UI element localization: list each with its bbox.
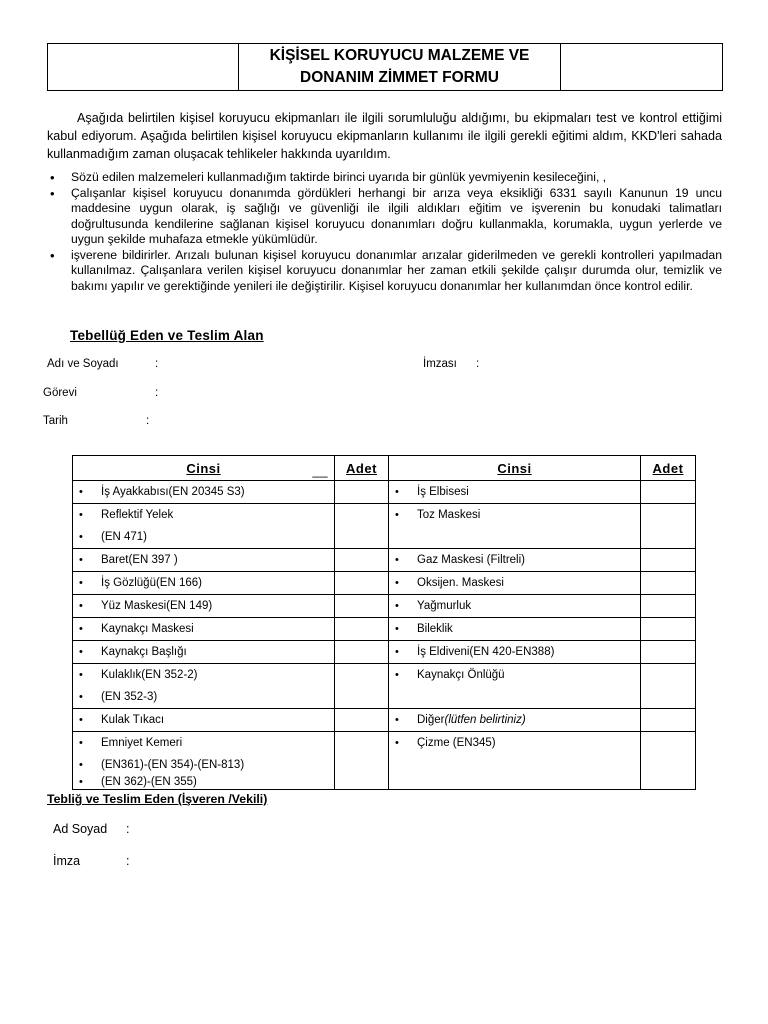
qty-cell-right[interactable] (641, 641, 696, 664)
item-label: • İş Gözlüğü(EN 166) (77, 572, 330, 594)
item-label: • Toz Maskesi (393, 504, 636, 526)
item-label: • Gaz Maskesi (Filtreli) (393, 549, 636, 571)
qty-cell-right[interactable] (641, 549, 696, 572)
receiver-role-label: Görevi (43, 387, 77, 399)
qty-cell-right[interactable] (641, 595, 696, 618)
item-label: • İş Ayakkabısı(EN 20345 S3) (77, 481, 330, 503)
item-label: • Yağmurluk (393, 595, 636, 617)
table-row (73, 595, 696, 618)
other-label: Diğer (417, 714, 445, 726)
qty-cell-left[interactable] (335, 732, 389, 790)
qty-cell-left[interactable] (335, 481, 389, 504)
receiver-date-label: Tarih (43, 415, 68, 427)
receiver-date-colon: : (146, 415, 150, 427)
item-cell-right (389, 549, 641, 572)
header-dash: __ (312, 463, 328, 478)
receiver-name-colon: : (155, 358, 159, 370)
item-cell-left (73, 618, 335, 641)
qty-cell-left[interactable] (335, 595, 389, 618)
qty-cell-right[interactable] (641, 709, 696, 732)
qty-cell-right[interactable] (641, 504, 696, 549)
qty-cell-left[interactable] (335, 641, 389, 664)
rule-item: • işverene bildirirler. Arızalı bulunan kişisel koruyucu donanımlar arızalar giderilmeden ve gerekli kontrolleri yapılmadan kullanılmaz. Çalışanlara verilen kişisel koruyucu donanımlar her zaman etkili şekilde çalışır durumda olur, temizlik ve bakımı yapılır ve gerektiğinde yenileri ile değiştirilir. Kişisel koruyucu donanımlar her kullanımdan önce kontrol edilir. (47, 248, 722, 295)
receiver-signature-label: İmzası (423, 358, 457, 370)
header-logo-cell (48, 44, 239, 90)
item-cell-right (389, 709, 641, 732)
qty-cell-left[interactable] (335, 572, 389, 595)
item-label: • Reflektif Yelek (77, 504, 330, 526)
item-label: • Çizme (EN345) (393, 732, 636, 754)
item-cell-right (389, 481, 641, 504)
item-label: • Kaynakçı Başlığı (77, 641, 330, 663)
item-label: • (EN 362)-(EN 355) (77, 776, 330, 789)
qty-cell-right[interactable] (641, 481, 696, 504)
item-cell-right (389, 618, 641, 641)
form-title-line1: KİŞİSEL KORUYUCU MALZEME VE (269, 47, 530, 64)
form-title-line2: DONANIM ZİMMET FORMU (300, 69, 499, 86)
rules-list (47, 170, 722, 294)
table-row (73, 549, 696, 572)
issuer-section-title: Tebliğ ve Teslim Eden (İşveren /Vekili) (47, 792, 268, 806)
item-label: • (EN 471) (77, 526, 330, 548)
receiver-section-title: Tebellüğ Eden ve Teslim Alan (70, 328, 264, 343)
item-label: • Kaynakçı Önlüğü (393, 664, 636, 686)
table-header-row (73, 456, 696, 481)
qty-cell-left[interactable] (335, 549, 389, 572)
item-cell-right (389, 572, 641, 595)
other-hint: (lütfen belirtiniz) (444, 714, 526, 726)
qty-cell-right[interactable] (641, 664, 696, 709)
item-cell-right (389, 504, 641, 549)
rule-item: • Sözü edilen malzemeleri kullanmadığım taktirde birinci uyarıda bir günlük yevmiyenin kesileceğini, , (47, 170, 722, 186)
table-row (73, 618, 696, 641)
qty-cell-right[interactable] (641, 732, 696, 790)
table-row (73, 732, 696, 790)
table-row (73, 572, 696, 595)
qty-cell-right[interactable] (641, 618, 696, 641)
col-header-qty-right: Adet (641, 456, 696, 481)
equipment-table (72, 455, 696, 790)
item-cell-left (73, 641, 335, 664)
item-label: • Kaynakçı Maskesi (77, 618, 330, 640)
item-label: • Baret(EN 397 ) (77, 549, 330, 571)
item-label: • Yüz Maskesi(EN 149) (77, 595, 330, 617)
qty-cell-right[interactable] (641, 572, 696, 595)
item-label: • İş Elbisesi (393, 481, 636, 503)
item-label: • Kulak Tıkacı (77, 709, 330, 731)
item-cell-right (389, 664, 641, 709)
table-row (73, 504, 696, 549)
header-right-cell (561, 44, 722, 90)
issuer-name-label: Ad Soyad (53, 822, 108, 836)
issuer-name-colon: : (126, 822, 130, 836)
table-row (73, 709, 696, 732)
item-label: • (EN361)-(EN 354)-(EN-813) (77, 754, 330, 776)
form-title (239, 44, 561, 90)
item-label: • Kulaklık(EN 352-2) (77, 664, 330, 686)
item-cell-left (73, 664, 335, 709)
receiver-name-label: Adı ve Soyadı (47, 358, 119, 370)
item-cell-left (73, 504, 335, 549)
col-header-qty-left: Adet (335, 456, 389, 481)
receiver-signature-colon: : (476, 358, 480, 370)
qty-cell-left[interactable] (335, 504, 389, 549)
item-cell-left (73, 549, 335, 572)
item-label: • Oksijen. Maskesi (393, 572, 636, 594)
table-row (73, 664, 696, 709)
item-cell-right (389, 732, 641, 790)
item-cell-left (73, 595, 335, 618)
qty-cell-left[interactable] (335, 664, 389, 709)
item-cell-right (389, 595, 641, 618)
item-label: • (EN 352-3) (77, 686, 330, 708)
col-header-type-left: Cinsi __ (73, 456, 335, 481)
table-row (73, 481, 696, 504)
item-label: • Bileklik (393, 618, 636, 640)
qty-cell-left[interactable] (335, 709, 389, 732)
form-header (47, 43, 723, 91)
item-label: • Emniyet Kemeri (77, 732, 330, 754)
col-header-type-right: Cinsi (389, 456, 641, 481)
qty-cell-left[interactable] (335, 618, 389, 641)
receiver-role-colon: : (155, 387, 159, 399)
item-label: • İş Eldiveni(EN 420-EN388) (393, 641, 636, 663)
issuer-signature-label: İmza (53, 854, 81, 868)
table-row (73, 641, 696, 664)
item-cell-left (73, 709, 335, 732)
issuer-signature-colon: : (126, 854, 130, 868)
item-cell-right (389, 641, 641, 664)
intro-paragraph: Aşağıda belirtilen kişisel koruyucu ekipmanları ile ilgili sorumluluğu aldığımı, bu ekipmaları test ve kontrol ettiğimi kabul ediyorum. Aşağıda belirtilen kişisel koruyucu ekipmanların kullanımı ile ilgili gerekli eğitimi aldım, KKD'leri sahada kullanmadığım zaman oluşacak tehlikeler hakkında uyarıldım. (47, 111, 722, 161)
item-cell-left (73, 732, 335, 790)
item-cell-left (73, 481, 335, 504)
item-cell-left (73, 572, 335, 595)
rule-item: • Çalışanlar kişisel koruyucu donanımda gördükleri herhangi bir arıza veya eksikliği 6331 sayılı Kanunun 19 uncu maddesine uygun olarak, iş sağlığı ve güvenliği ile ilgili aldıkları eğitim ve işverenin bu konudaki talimatları doğrultusunda kendilerine sağlanan kişisel koruyucu donanımları doğru kullanmakla, korumakla, uygun yerlerde ve uygun şekilde muhafaza etmekle yükümlüdür. (47, 186, 722, 248)
item-label (393, 709, 636, 731)
